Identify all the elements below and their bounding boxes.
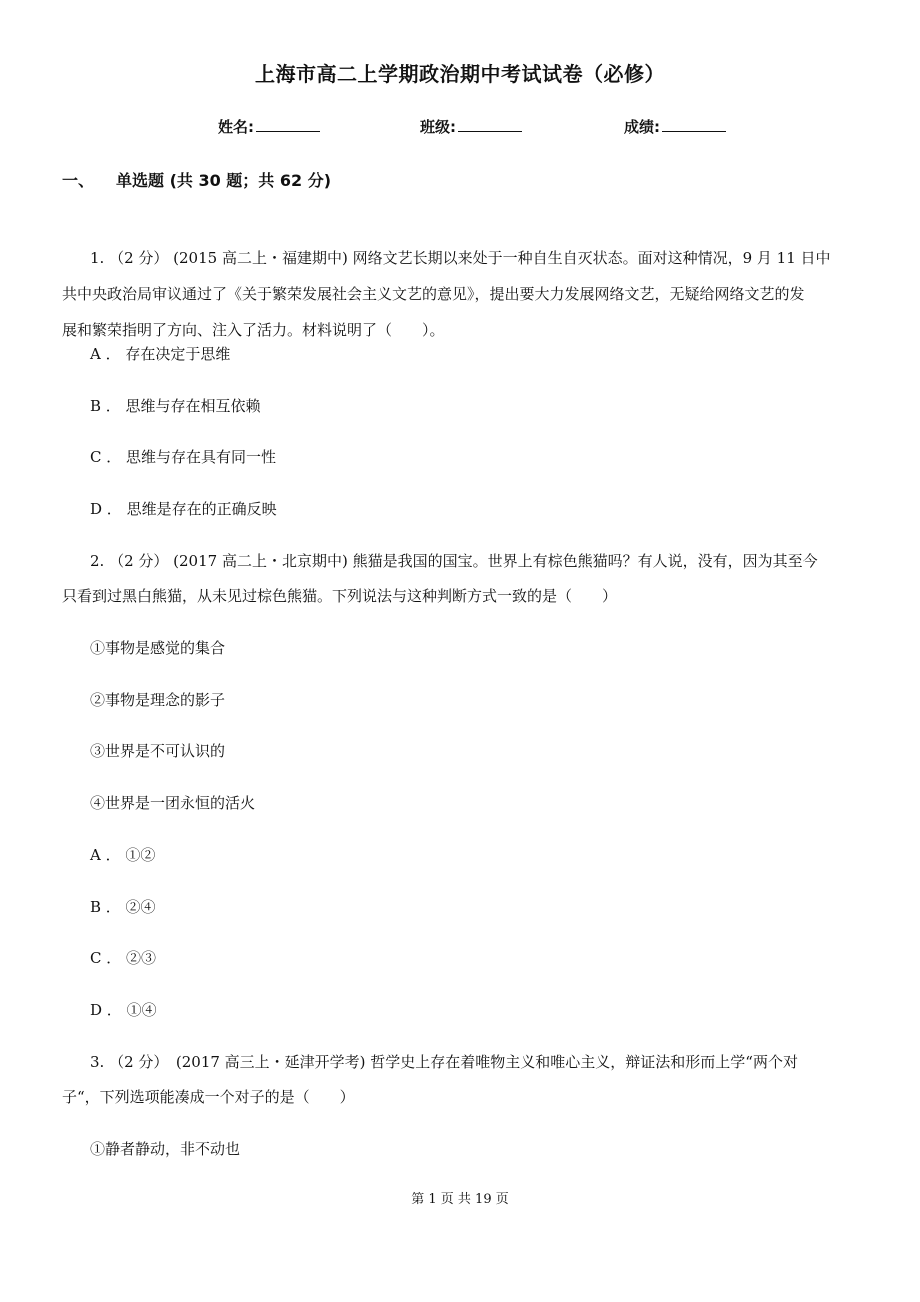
section-title: 单选题 (共 30 题；共 62 分) — [116, 171, 332, 190]
question-2-option-b[interactable]: B ． ②④ — [90, 898, 156, 916]
question-1-line-2: 共中央政治局审议通过了《关于繁荣发展社会主义文艺的意见》，提出要大力发展网络文艺，无疑给网络文艺的发 — [62, 285, 805, 303]
question-2-item-3: ③世界是不可认识的 — [90, 742, 226, 760]
score-field[interactable] — [624, 116, 726, 137]
page-title: 上海市高二上学期政治期中考试试卷（必修） — [255, 62, 665, 86]
question-2-option-c[interactable]: C ． ②③ — [90, 949, 157, 967]
page-footer: 第 1 页 共 19 页 — [411, 1192, 509, 1207]
question-1-option-b[interactable]: B ． 思维与存在相互依赖 — [90, 397, 261, 415]
class-label: 班级: — [420, 118, 456, 136]
question-2-item-4: ④世界是一团永恒的活火 — [90, 794, 256, 812]
class-field[interactable] — [420, 116, 522, 137]
class-blank[interactable] — [458, 117, 522, 132]
question-2-item-1: ①事物是感觉的集合 — [90, 639, 226, 657]
question-1-line-3: 展和繁荣指明了方向、注入了活力。材料说明了（ ）。 — [62, 321, 445, 339]
score-label: 成绩: — [624, 118, 660, 136]
question-3-line-1: 3. （2 分） (2017 高三上・延津开学考) 哲学史上存在着唯物主义和唯心主义，辩证法和形而上学“两个对 — [90, 1053, 798, 1071]
question-3-line-2: 子“，下列选项能凑成一个对子的是（ ） — [62, 1088, 355, 1106]
student-info-row — [0, 116, 920, 140]
question-2-option-d[interactable]: D ． ①④ — [90, 1001, 157, 1019]
question-1-line-1: 1. （2 分） (2015 高二上・福建期中) 网络文艺长期以来处于一种自生自灭状态。面对这种情况，9 月 11 日中 — [90, 249, 831, 267]
question-2-line-2: 只看到过黑白熊猫，从未见过棕色熊猫。下列说法与这种判断方式一致的是（ ） — [62, 587, 618, 605]
name-blank[interactable] — [256, 117, 320, 132]
section-heading — [62, 168, 331, 191]
score-blank[interactable] — [662, 117, 726, 132]
question-3-item-1: ①静者静动，非不动也 — [90, 1140, 241, 1158]
question-1-option-c[interactable]: C ． 思维与存在具有同一性 — [90, 448, 277, 466]
question-1-option-a[interactable]: A ． 存在决定于思维 — [90, 345, 231, 363]
question-2-item-2: ②事物是理念的影子 — [90, 691, 226, 709]
question-1-option-d[interactable]: D ． 思维是存在的正确反映 — [90, 500, 277, 518]
name-label: 姓名: — [218, 118, 254, 136]
section-number: 一、 — [62, 171, 95, 190]
name-field[interactable] — [218, 116, 320, 137]
question-2-line-1: 2. （2 分） (2017 高二上・北京期中) 熊猫是我国的国宝。世界上有棕色熊猫吗？有人说，没有，因为其至今 — [90, 552, 818, 570]
question-2-option-a[interactable]: A ． ①② — [90, 846, 156, 864]
